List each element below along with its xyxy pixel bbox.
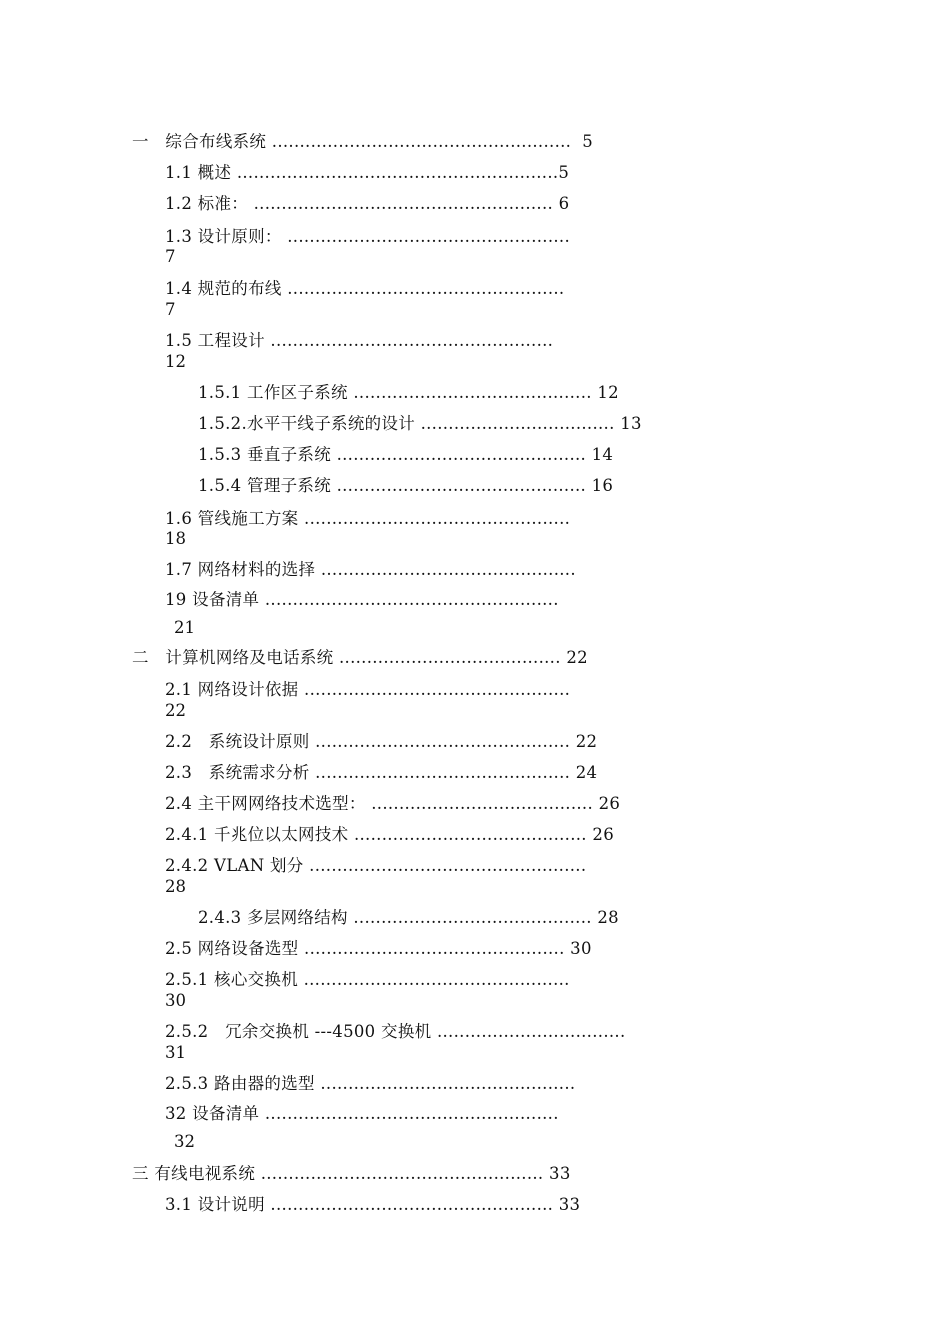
toc-entry-2-3[interactable]: 2.3 系统需求分析 .............................................. 24	[165, 763, 598, 782]
toc-entry-2-4-2[interactable]: 2.4.2 VLAN 划分 ..................................................	[165, 856, 587, 875]
toc-page-2-5-1: 30	[165, 991, 186, 1010]
toc-entry-1-5-3[interactable]: 1.5.3 垂直子系统 ............................................. 14	[198, 445, 614, 464]
toc-entry-1-5-4[interactable]: 1.5.4 管理子系统 ............................................. 16	[198, 476, 614, 495]
toc-page-19-equipment-list: 21	[174, 618, 195, 637]
toc-page-1-4: 7	[165, 300, 176, 319]
toc-entry-1-5-2[interactable]: 1.5.2.水平干线子系统的设计 ................................... 13	[198, 414, 642, 433]
toc-entry-1-6[interactable]: 1.6 管线施工方案 ................................................	[165, 509, 571, 528]
toc-entry-2-5-3[interactable]: 2.5.3 路由器的选型 ..............................................	[165, 1074, 576, 1093]
toc-page-1-6: 18	[165, 529, 186, 548]
toc-entry-2-5-1[interactable]: 2.5.1 核心交换机 ................................................	[165, 970, 570, 989]
toc-entry-1-3[interactable]: 1.3 设计原则： ...................................................	[165, 227, 571, 246]
toc-entry-1-4[interactable]: 1.4 规范的布线 ..................................................	[165, 279, 565, 298]
toc-entry-2-1[interactable]: 2.1 网络设计依据 ................................................	[165, 680, 571, 699]
toc-entry-2-4-1[interactable]: 2.4.1 千兆位以太网技术 .......................................... 26	[165, 825, 614, 844]
toc-page-1-5: 12	[165, 352, 186, 371]
toc-page-1-3: 7	[165, 247, 176, 266]
toc-entry-chapter-1[interactable]: 一 综合布线系统 ...................................................... 5	[132, 132, 594, 151]
toc-entry-1-7[interactable]: 1.7 网络材料的选择 ..............................................	[165, 560, 576, 579]
toc-entry-3-1[interactable]: 3.1 设计说明 ................................................... 33	[165, 1195, 581, 1214]
toc-entry-chapter-2[interactable]: 二 计算机网络及电话系统 ........................................ 22	[132, 648, 588, 667]
toc-entry-chapter-3[interactable]: 三 有线电视系统 ................................................... 33	[132, 1164, 571, 1183]
toc-entry-19-equipment-list[interactable]: 19 设备清单 .....................................................	[165, 590, 559, 609]
toc-entry-2-4[interactable]: 2.4 主干网网络技术选型： ........................................ 26	[165, 794, 621, 813]
toc-entry-1-1[interactable]: 1.1 概述 ..........................................................5	[165, 163, 570, 182]
toc-entry-2-5-2[interactable]: 2.5.2 冗余交换机 ---4500 交换机 ..................................	[165, 1022, 626, 1041]
toc-page-2-4-2: 28	[165, 877, 186, 896]
toc-entry-2-4-3[interactable]: 2.4.3 多层网络结构 ........................................... 28	[198, 908, 619, 927]
toc-page-2-5-2: 31	[165, 1043, 186, 1062]
toc-entry-2-5[interactable]: 2.5 网络设备选型 ............................................... 30	[165, 939, 592, 958]
toc-page-32-equipment-list: 32	[174, 1132, 195, 1151]
toc-entry-2-2[interactable]: 2.2 系统设计原则 .............................................. 22	[165, 732, 598, 751]
toc-entry-1-2[interactable]: 1.2 标准： ...................................................... 6	[165, 194, 570, 213]
toc-page-2-1: 22	[165, 701, 186, 720]
toc-entry-32-equipment-list[interactable]: 32 设备清单 .....................................................	[165, 1104, 559, 1123]
toc-entry-1-5[interactable]: 1.5 工程设计 ...................................................	[165, 331, 554, 350]
toc-entry-1-5-1[interactable]: 1.5.1 工作区子系统 ........................................... 12	[198, 383, 619, 402]
